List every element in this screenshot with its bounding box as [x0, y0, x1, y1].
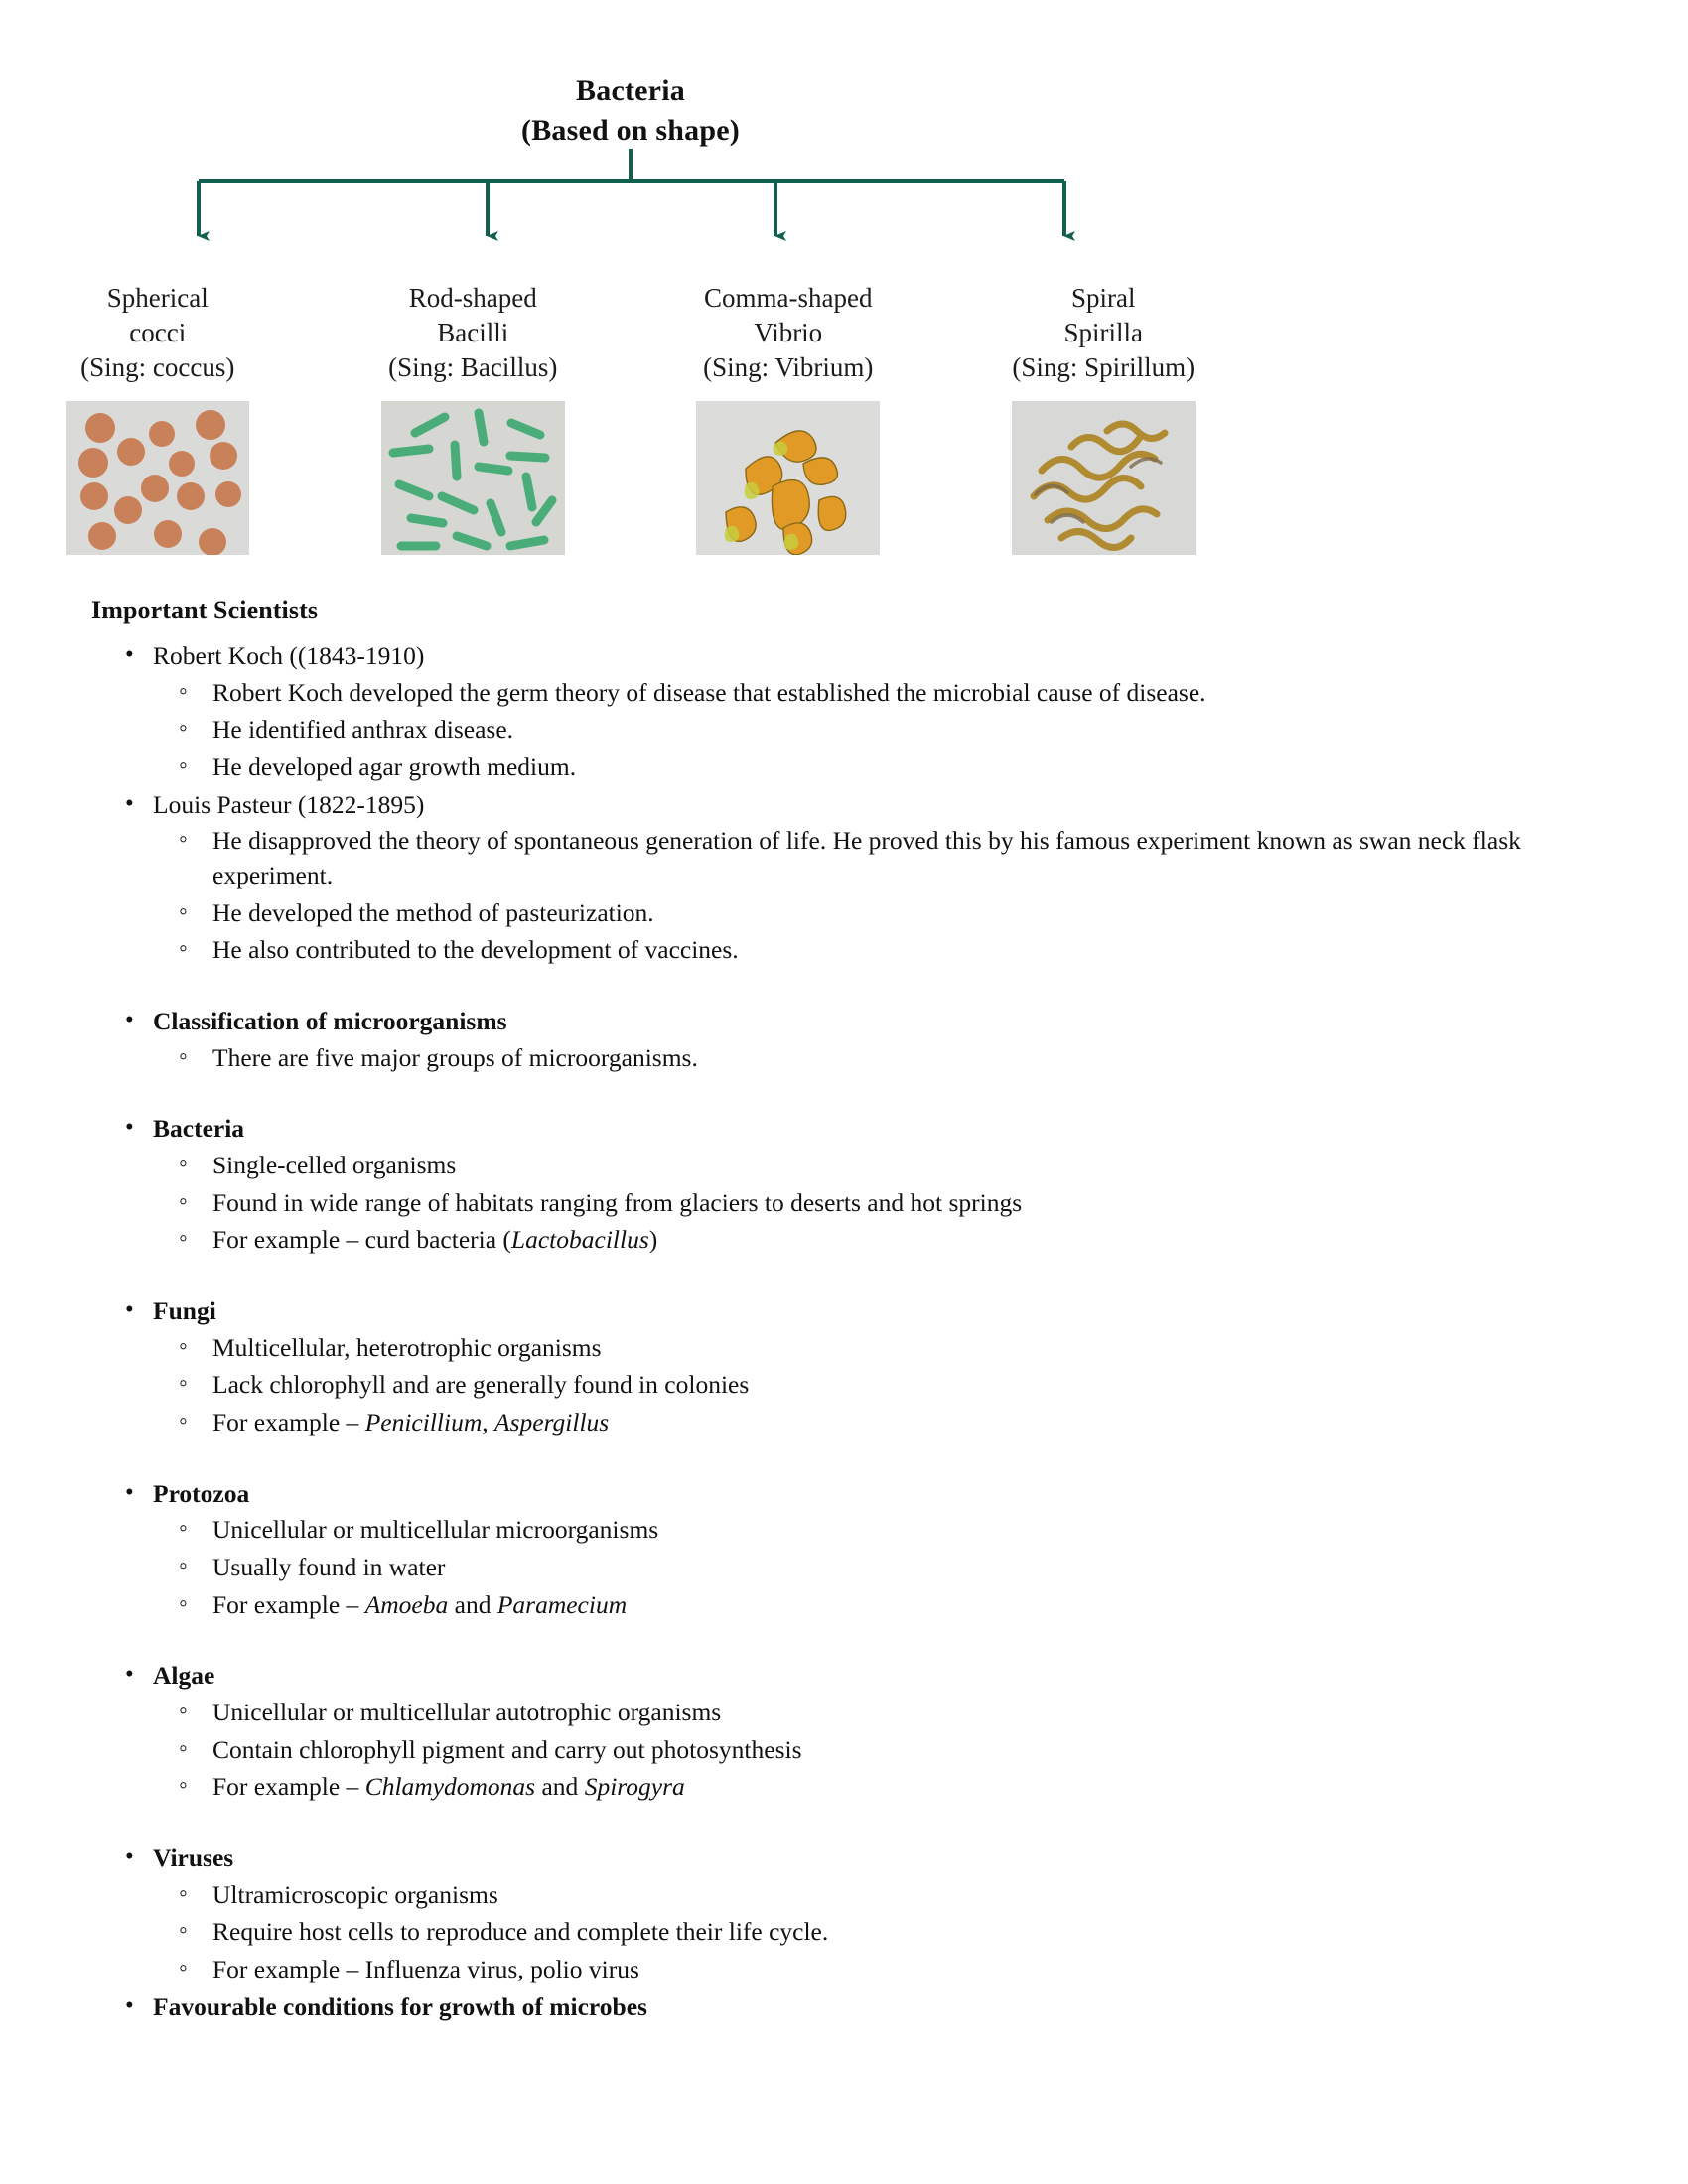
branch-cocci — [0, 281, 316, 555]
diagram-title — [0, 71, 1261, 150]
sub-list — [153, 676, 1599, 785]
diagram-branch-row — [0, 281, 1261, 555]
branch-vibrio — [631, 281, 946, 555]
list-item — [91, 1659, 1599, 1805]
sub-list-item: ◦ He also contributed to the development of vaccines. — [153, 933, 1599, 968]
sub-list-item: ◦ Lack chlorophyll and are generally found in colonies — [153, 1368, 1599, 1403]
list-item — [91, 1990, 1599, 2025]
branch-shape: Spiral — [1071, 283, 1136, 313]
vibrio-micrograph — [696, 401, 880, 555]
sub-list-item: ◦ Found in wide range of habitats ranging from glaciers to deserts and hot springs — [153, 1186, 1599, 1221]
branch-name: Vibrio — [754, 318, 823, 348]
list-item-title: • Protozoa — [153, 1478, 250, 1508]
list-item — [91, 639, 1599, 785]
list-item — [91, 1477, 1599, 1623]
sub-list-item: ◦ Ultramicroscopic organisms — [153, 1878, 1599, 1913]
sub-list-item: ◦ For example – Influenza virus, polio virus — [153, 1953, 1599, 1987]
list-item — [91, 788, 1599, 968]
sub-list — [153, 1696, 1599, 1805]
list-item — [91, 1112, 1599, 1258]
sub-list-item: ◦ There are five major groups of microorganisms. — [153, 1041, 1599, 1076]
branch-singular: (Sing: Vibrium) — [703, 352, 874, 383]
sub-list-item: ◦ He identified anthrax disease. — [153, 713, 1599, 748]
list-item-title: • Favourable conditions for growth of microbes — [153, 1991, 647, 2021]
sub-list-item: ◦ For example – Amoeba and Paramecium — [153, 1588, 1599, 1623]
branch-singular: (Sing: coccus) — [80, 352, 235, 383]
sub-list-item: ◦ He disapproved the theory of spontaneous generation of life. He proved this by his famous experiment known as swan neck flask experiment. — [153, 824, 1599, 892]
branch-figure-vibrio — [631, 401, 946, 555]
sub-list-item: ◦ Unicellular or multicellular microorganisms — [153, 1513, 1599, 1548]
list-spacer — [91, 1443, 1599, 1477]
cocci-micrograph — [66, 401, 249, 555]
bacteria-shape-diagram — [0, 0, 1688, 596]
diagram-title-line1: Bacteria — [576, 74, 685, 107]
sub-list — [153, 1041, 1599, 1076]
list-item — [91, 1295, 1599, 1440]
section-heading-important-scientists: Important Scientists — [91, 596, 319, 624]
list-item-title: • Fungi — [153, 1297, 216, 1326]
list-item — [91, 1005, 1599, 1075]
list-spacer — [91, 1808, 1599, 1842]
branch-shape: Spherical — [106, 283, 209, 313]
branch-name: cocci — [129, 318, 187, 348]
list-spacer — [91, 971, 1599, 1005]
branch-label-spirilla — [946, 281, 1262, 385]
branch-label-vibrio — [631, 281, 946, 385]
branch-bacilli — [316, 281, 632, 555]
branch-singular: (Sing: Bacillus) — [388, 352, 558, 383]
branch-figure-cocci — [0, 401, 316, 555]
sub-list-item: ◦ For example – Chlamydomonas and Spirogyra — [153, 1770, 1599, 1805]
list-item-title: • Louis Pasteur (1822-1895) — [153, 789, 425, 819]
sub-list-item: ◦ Unicellular or multicellular autotrophic organisms — [153, 1696, 1599, 1730]
sub-list-item: ◦ Single-celled organisms — [153, 1149, 1599, 1183]
spirilla-micrograph — [1012, 401, 1196, 555]
list-item-title: • Algae — [153, 1661, 215, 1691]
bacilli-micrograph — [381, 401, 565, 555]
branch-shape: Comma-shaped — [704, 283, 873, 313]
branch-figure-spirilla — [946, 401, 1262, 555]
sub-list — [153, 1878, 1599, 1987]
list-item-title: • Viruses — [153, 1843, 234, 1873]
list-item-title: • Robert Koch ((1843-1910) — [153, 641, 425, 670]
diagram-title-line2: (Based on shape) — [521, 113, 740, 147]
branch-label-bacilli — [316, 281, 632, 385]
sub-list — [153, 1513, 1599, 1622]
list-item-title: • Classification of microorganisms — [153, 1007, 507, 1036]
notes-body — [0, 596, 1688, 2025]
sub-list-item: ◦ Multicellular, heterotrophic organisms — [153, 1331, 1599, 1366]
branch-name: Spirilla — [1063, 318, 1143, 348]
branch-name: Bacilli — [437, 318, 509, 348]
list-spacer — [91, 1261, 1599, 1295]
list-spacer — [91, 1625, 1599, 1659]
branch-shape: Rod-shaped — [408, 283, 537, 313]
sub-list-item: ◦ Require host cells to reproduce and complete their life cycle. — [153, 1915, 1599, 1950]
sub-list-item: ◦ Robert Koch developed the germ theory of disease that established the microbial cause of disease. — [153, 676, 1599, 711]
list-spacer — [91, 1078, 1599, 1112]
sub-list-item: ◦ He developed the method of pasteurization. — [153, 896, 1599, 931]
sub-list — [153, 824, 1599, 968]
sub-list — [153, 1331, 1599, 1440]
sub-list-item: ◦ He developed agar growth medium. — [153, 751, 1599, 785]
notes-list — [91, 639, 1599, 2025]
sub-list — [153, 1149, 1599, 1258]
branch-figure-bacilli — [316, 401, 632, 555]
list-item — [91, 1842, 1599, 1987]
sub-list-item: ◦ Usually found in water — [153, 1551, 1599, 1585]
sub-list-item: ◦ For example – Penicillium, Aspergillus — [153, 1406, 1599, 1440]
branch-singular: (Sing: Spirillum) — [1012, 352, 1196, 383]
list-item-title: • Bacteria — [153, 1114, 245, 1144]
branch-spirilla — [946, 281, 1262, 555]
branch-label-cocci — [0, 281, 316, 385]
tree-connector-lines — [0, 149, 1261, 278]
sub-list-item: ◦ For example – curd bacteria (Lactobacillus) — [153, 1223, 1599, 1258]
sub-list-item: ◦ Contain chlorophyll pigment and carry out photosynthesis — [153, 1733, 1599, 1768]
